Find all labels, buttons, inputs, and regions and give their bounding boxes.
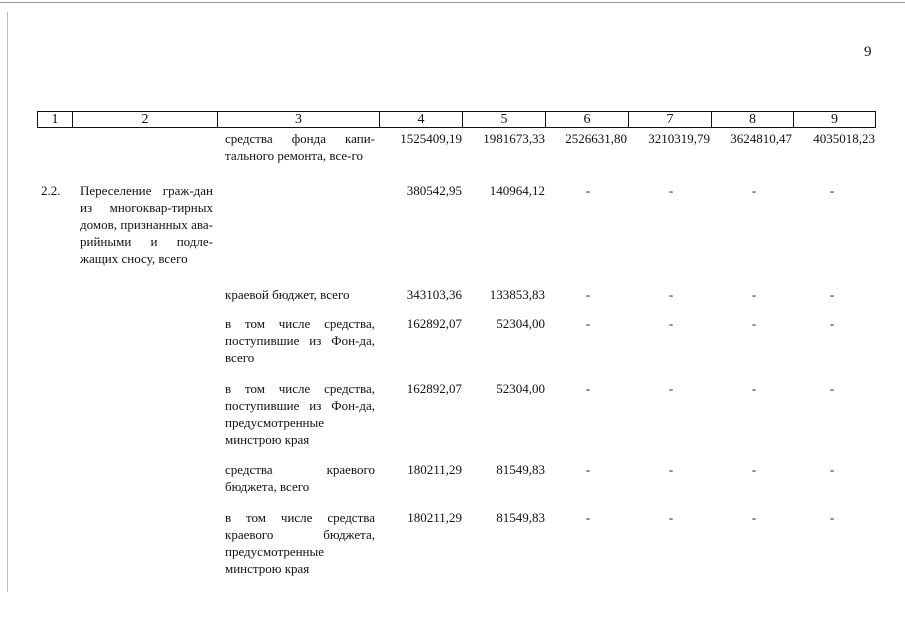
table-cell-value: 52304,00 [496, 316, 545, 331]
table-cell-value: 180211,29 [407, 462, 462, 477]
header-cell-5: 5 [463, 111, 546, 128]
table-cell-value: 380542,95 [406, 183, 462, 198]
header-cell-4: 4 [380, 111, 463, 128]
table-cell-dash: - [668, 381, 674, 396]
header-cell-1: 1 [37, 111, 73, 128]
table-cell-value: 180211,29 [407, 510, 462, 525]
page-number: 9 [864, 44, 872, 60]
table-cell-value: 3624810,47 [730, 131, 792, 146]
table-cell-dash: - [751, 381, 757, 396]
table-cell-value: 81549,83 [496, 510, 545, 525]
table-row-source: краевой бюджет, всего [225, 287, 350, 302]
table-cell-value: 343103,36 [406, 287, 462, 302]
table-cell-dash: - [585, 287, 591, 302]
table-cell-dash: - [668, 183, 674, 198]
table-cell-dash: - [829, 287, 835, 302]
table-cell-value: 162892,07 [406, 316, 462, 331]
header-cell-8: 8 [712, 111, 794, 128]
table-cell-value: 52304,00 [496, 381, 545, 396]
header-cell-7: 7 [629, 111, 712, 128]
table-cell-value: 140964,12 [489, 183, 545, 198]
table-cell-value: 4035018,23 [813, 131, 875, 146]
header-cell-3: 3 [218, 111, 380, 128]
table-cell-dash: - [585, 462, 591, 477]
left-margin-line [7, 12, 8, 592]
table-cell-dash: - [829, 316, 835, 331]
table-cell-dash: - [668, 287, 674, 302]
table-row-source: средства фонда капи-тального ремонта, все-го [225, 131, 375, 163]
table-cell-value: 1525409,19 [400, 131, 462, 146]
header-cell-9: 9 [794, 111, 876, 128]
table-row-source: в том числе средства, поступившие из Фон-да, предусмотренные минстрою края [225, 381, 375, 447]
header-cell-6: 6 [546, 111, 629, 128]
table-cell-dash: - [585, 381, 591, 396]
table-cell-value: 133853,83 [489, 287, 545, 302]
table-cell-dash: - [751, 316, 757, 331]
table-cell-dash: - [829, 510, 835, 525]
table-row-number: 2.2. [41, 183, 61, 198]
table-cell-dash: - [751, 510, 757, 525]
table-cell-dash: - [829, 183, 835, 198]
table-cell-dash: - [829, 381, 835, 396]
table-cell-value: 81549,83 [496, 462, 545, 477]
table-row-source: в том числе средства, поступившие из Фон-да, всего [225, 316, 375, 365]
table-cell-value: 1981673,33 [483, 131, 545, 146]
top-border-line [0, 2, 905, 3]
table-cell-dash: - [668, 462, 674, 477]
table-cell-dash: - [751, 183, 757, 198]
table-cell-value: 3210319,79 [648, 131, 710, 146]
table-cell-dash: - [668, 510, 674, 525]
table-cell-value: 2526631,80 [565, 131, 627, 146]
table-row-source: средства краевого бюджета, всего [225, 462, 375, 494]
table-row-source: в том числе средства краевого бюджета, предусмотренные минстрою края [225, 510, 375, 576]
table-cell-dash: - [751, 462, 757, 477]
header-cell-2: 2 [73, 111, 218, 128]
table-row-name: Переселение граж-дан из многоквар-тирных домов, признанных ава-рийными и подле-жащих сносу, всего [80, 183, 213, 266]
table-cell-dash: - [751, 287, 757, 302]
table-cell-dash: - [585, 316, 591, 331]
table-cell-dash: - [829, 462, 835, 477]
table-cell-dash: - [585, 183, 591, 198]
table-cell-value: 162892,07 [406, 381, 462, 396]
table-cell-dash: - [585, 510, 591, 525]
table-cell-dash: - [668, 316, 674, 331]
